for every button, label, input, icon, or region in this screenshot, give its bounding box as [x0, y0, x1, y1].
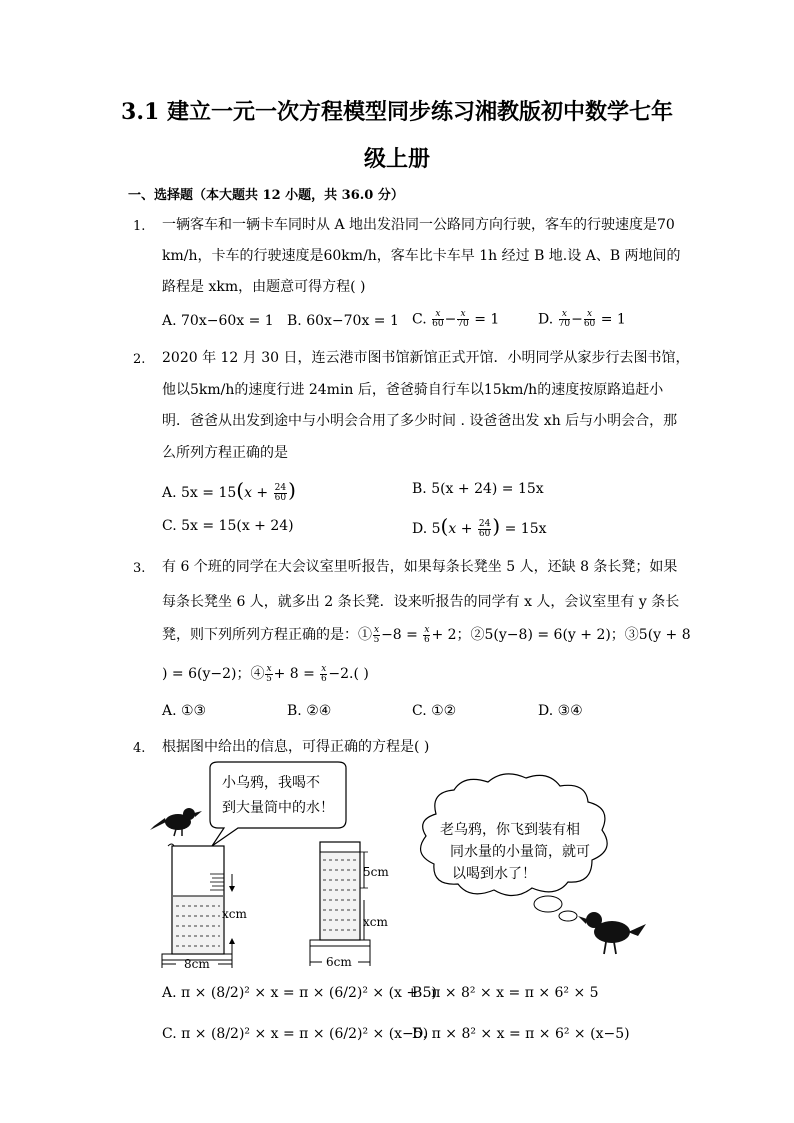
q3-line1: 有 6 个班的同学在大会议室里听报告，如果每条长凳坐 5 人，还缺 8 条长凳；如果 — [162, 559, 678, 575]
q1-line1: 一辆客车和一辆卡车同时从 A 地出发沿同一公路同方向行驶，客车的行驶速度是70 — [162, 217, 675, 233]
q4-figure — [140, 756, 660, 971]
q4-option-b: B. π × 8² × x = π × 6² × 5 — [412, 985, 599, 1001]
label-xcm-large: xcm — [222, 907, 247, 921]
small-measuring-cylinder — [310, 842, 389, 969]
q1-option-b: B. 60x−70x = 1 — [287, 313, 399, 329]
q3-line4: ) = 6(y−2)；④ $\frac{x}{5}$ + 8 = $\frac{x}{6}$ −2.( ) — [162, 663, 369, 684]
q1-option-c: C. $\frac{x}{60}$ − $\frac{x}{70}$ = 1 — [412, 309, 500, 329]
doc-title-line1: 3.1 建立一元一次方程模型同步练习湘教版初中数学七年 — [121, 99, 673, 125]
q1-line3: 路程是 xkm，由题意可得方程( ) — [162, 279, 366, 295]
q3-line2: 每条长凳坐 6 人，就多出 2 条长凳．设来听报告的同学有 x 人，会议室里有 y 条长 — [162, 594, 680, 610]
q2-line4: 么所列方程正确的是 — [162, 445, 288, 461]
q1-option-a: A. 70x−60x = 1 — [162, 313, 274, 329]
small-crow-icon — [150, 808, 202, 836]
q4-number: 4. — [133, 741, 146, 756]
q1-option-d: D. $\frac{x}{70}$ − $\frac{x}{60}$ = 1 — [538, 309, 626, 329]
q3-option-c: C. ①② — [412, 703, 457, 719]
label-8cm: 8cm — [184, 957, 210, 971]
section-heading: 一、选择题（本大题共 12 小题，共 36.0 分） — [128, 188, 404, 203]
bubble1-line1: 小乌鸦，我喝不 — [222, 775, 320, 791]
q1-number: 1. — [133, 219, 146, 234]
label-xcm-small: xcm — [363, 915, 388, 929]
q2-option-d: D. 5(x + $\frac{24}{60}$ ) = 15x — [412, 514, 547, 539]
q4-option-c: C. π × (8/2)² × x = π × (6/2)² × (x−5) — [162, 1026, 429, 1042]
q2-number: 2. — [133, 352, 146, 367]
q2-line2: 他以5km/h的速度行进 24min 后，爸爸骑自行车以15km/h的速度按原路追赶小 — [162, 382, 664, 398]
bubble2-line3: 以喝到水了！ — [452, 866, 536, 882]
bubble1-line2: 到大量筒中的水！ — [222, 800, 334, 816]
q2-option-a: A. 5x = 15(x + $\frac{24}{60}$ ) — [162, 478, 296, 503]
q2-option-c: C. 5x = 15(x + 24) — [162, 518, 294, 534]
old-crow-icon — [578, 912, 646, 954]
q3-option-d: D. ③④ — [538, 703, 583, 719]
q3-line3: 凳，则下列所列方程正确的是：① $\frac{x}{5}$ −8 = $\frac{x}{6}$ + 2；②5(y−8) = 6(y + 2)；③5(y + 8 — [162, 624, 691, 645]
q3-option-b: B. ②④ — [287, 703, 332, 719]
bubble2-line1: 老乌鸦，你飞到装有相 — [440, 822, 580, 838]
bubble2-line2: 同水量的小量筒，就可 — [450, 844, 590, 860]
label-5cm: 5cm — [363, 865, 389, 879]
q3-number: 3. — [133, 561, 146, 576]
large-measuring-cylinder — [162, 844, 247, 971]
doc-title-line2: 级上册 — [363, 146, 430, 172]
q4-option-a: A. π × (8/2)² × x = π × (6/2)² × (x + 5) — [162, 985, 437, 1001]
q2-option-b: B. 5(x + 24) = 15x — [412, 481, 544, 497]
speech-bubble-small-crow — [210, 762, 346, 846]
thought-cloud-old-crow — [421, 774, 608, 921]
q4-option-d: D. π × 8² × x = π × 6² × (x−5) — [412, 1026, 630, 1042]
q4-line1: 根据图中给出的信息，可得正确的方程是( ) — [162, 739, 430, 755]
q3-option-a: A. ①③ — [162, 703, 207, 719]
label-6cm: 6cm — [326, 955, 352, 969]
q2-line3: 明．爸爸从出发到途中与小明会合用了多少时间 . 设爸爸出发 xh 后与小明会合，那 — [162, 413, 678, 429]
q1-line2: km/h，卡车的行驶速度是60km/h，客车比卡车早 1h 经过 B 地.设 A、B 两地间的 — [162, 248, 681, 264]
q2-line1: 2020 年 12 月 30 日，连云港市图书馆新馆正式开馆．小明同学从家步行去图书馆， — [162, 350, 690, 366]
